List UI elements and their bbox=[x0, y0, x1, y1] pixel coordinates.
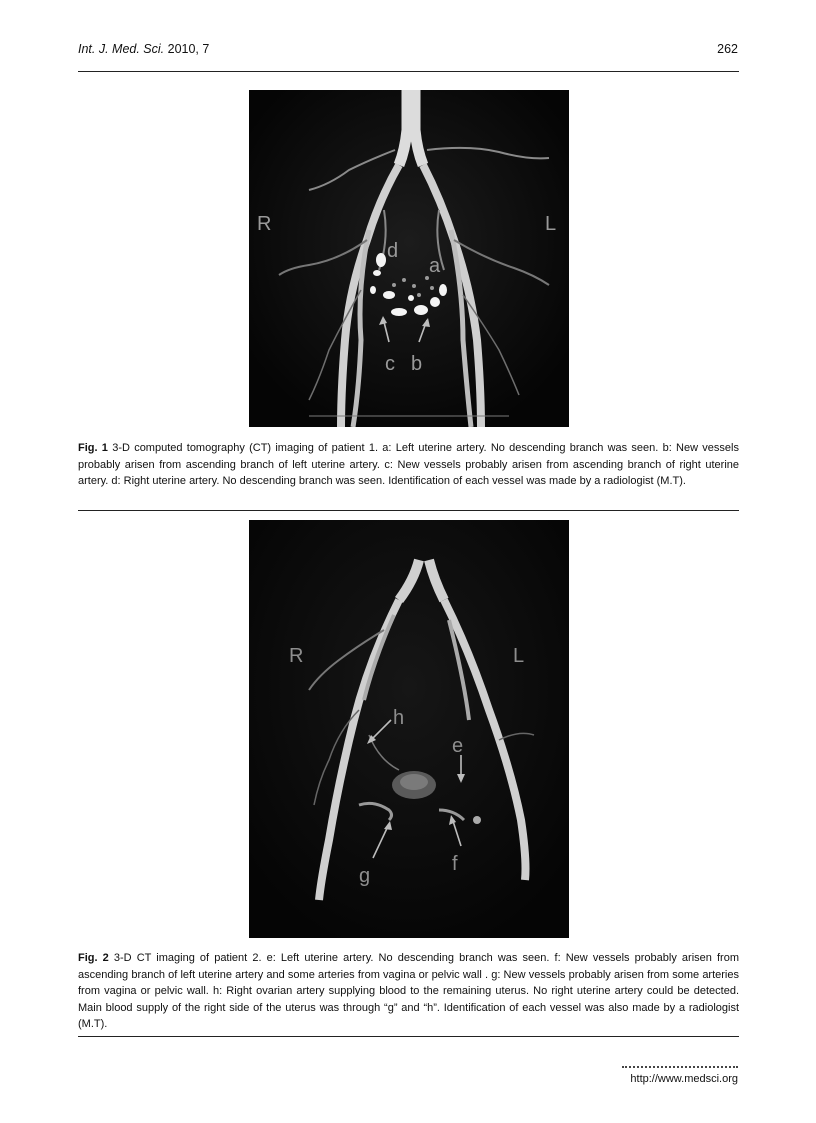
fig1-side-left-label: L bbox=[545, 213, 557, 235]
journal-citation: Int. J. Med. Sci. 2010, 7 bbox=[78, 42, 210, 56]
fig1-label-a: a bbox=[429, 255, 441, 277]
fig2-label-f: f bbox=[452, 853, 458, 875]
fig2-label-h: h bbox=[393, 707, 405, 729]
figure-1-caption-label: Fig. 1 bbox=[78, 442, 108, 454]
fig2-label-e: e bbox=[452, 735, 464, 757]
fig1-label-d: d bbox=[387, 240, 399, 262]
figure-1-rule bbox=[78, 510, 739, 511]
page-number: 262 bbox=[717, 42, 738, 56]
figure-2-caption-text: 3-D CT imaging of patient 2. e: Left uterine artery. No descending branch was seen. f: New vessels probably arisen from ascending branch of left uterine artery and some arteries from vagina or pelvic wall . g: New vessels probably arisen from some arteries from vagina or pelvic wall. h: Right ovarian artery supplying blood to the remaining uterus. No right uterine artery could be detected. Main blood supply of the right side of the uterus was through “g” and “h”. Identification of each vessel was also made by a radiologist (M.T). bbox=[78, 952, 739, 1030]
figure-1-ct-image bbox=[249, 90, 569, 427]
figure-1-angiogram bbox=[249, 90, 569, 427]
footer-dotted-rule bbox=[622, 1066, 738, 1068]
figure-2-caption bbox=[78, 950, 739, 1033]
figure-1-caption bbox=[78, 440, 739, 490]
figure-2-rule bbox=[78, 1036, 739, 1037]
figure-2-angiogram bbox=[249, 520, 569, 938]
fig1-label-c: c bbox=[385, 353, 395, 375]
figure-2-caption-label: Fig. 2 bbox=[78, 952, 109, 964]
fig1-side-right-label: R bbox=[257, 213, 272, 235]
footer-url-link[interactable]: http://www.medsci.org bbox=[630, 1073, 738, 1085]
fig2-label-g: g bbox=[359, 865, 371, 887]
fig2-side-left-label: L bbox=[513, 645, 525, 667]
figure-1-caption-text: 3-D computed tomography (CT) imaging of patient 1. a: Left uterine artery. No descending branch was seen. b: New vessels probably arisen from ascending branch of left uterine artery. c: New vessels probably arisen from ascending branch of right uterine artery. d: Right uterine artery. No descending branch was seen. Identification of each vessel was made by a radiologist (M.T). bbox=[78, 442, 739, 487]
figure-2-ct-image bbox=[249, 520, 569, 938]
header-rule bbox=[78, 71, 739, 72]
fig1-label-b: b bbox=[411, 353, 423, 375]
running-header bbox=[78, 42, 738, 64]
fig2-side-right-label: R bbox=[289, 645, 304, 667]
